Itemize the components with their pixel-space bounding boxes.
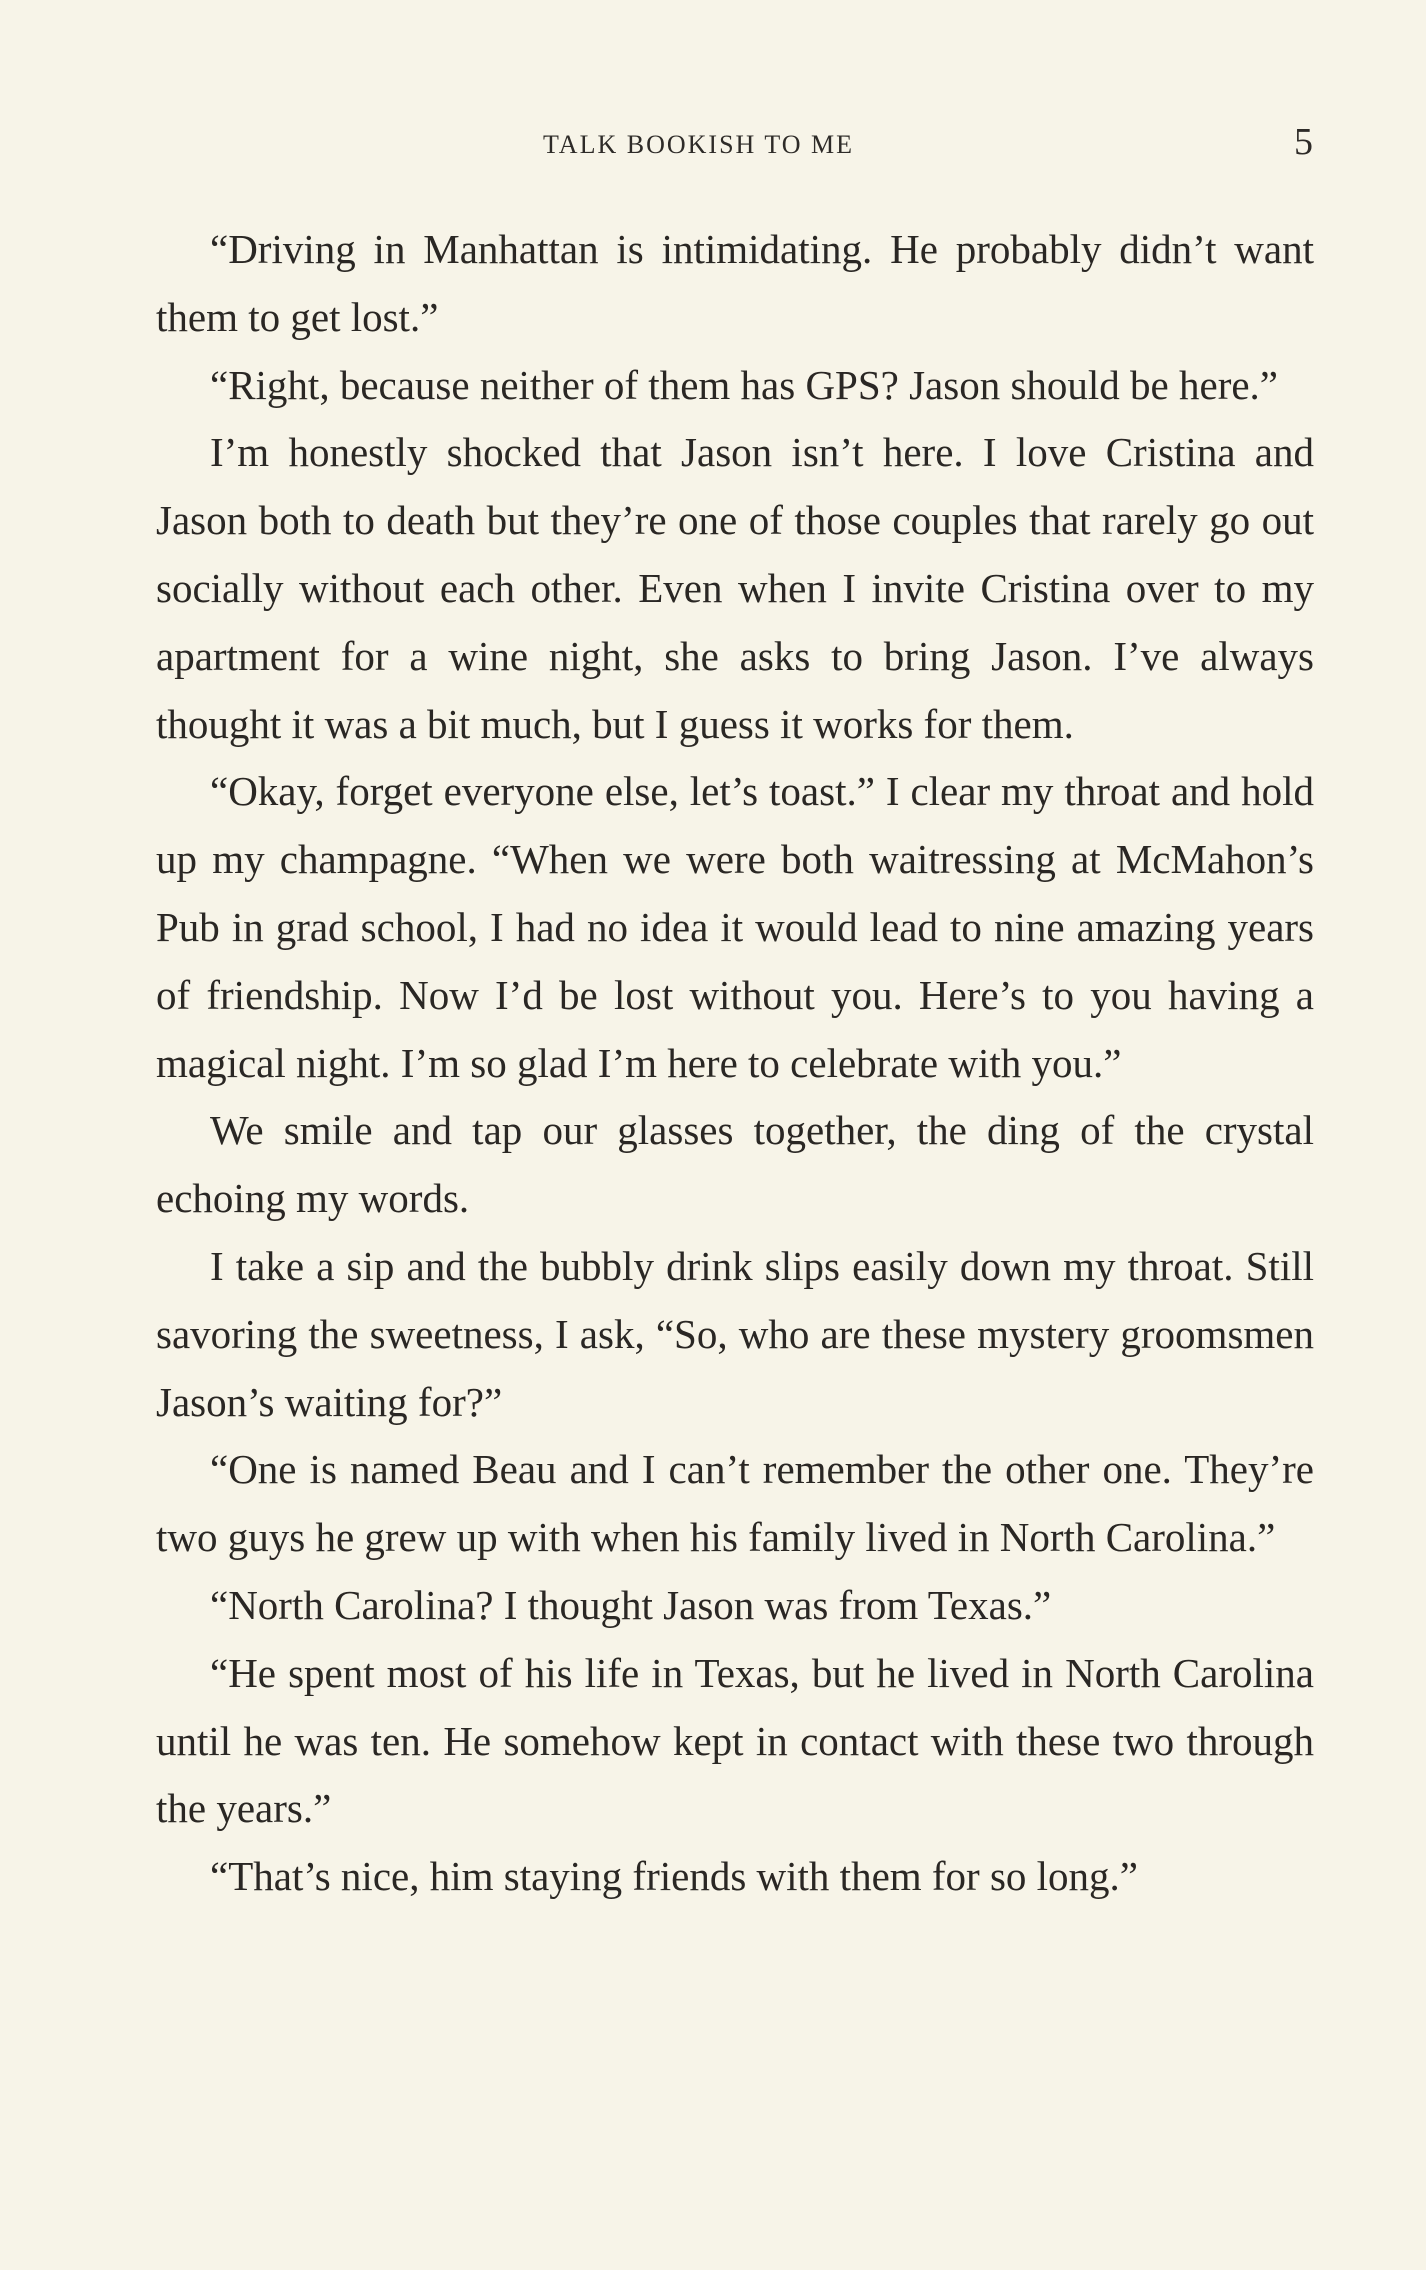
paragraph: “That’s nice, him staying friends with them for so long.” xyxy=(210,1853,1139,1900)
paragraph: I’m honestly shocked that Jason isn’t here. I love Cristina and Jason both to death but they’re one of those couples that rarely go out socially without each other. Even when I invite Cristina over to my apartment for a wine night, she asks to bring Jason. I’ve always thought it was a bit much, but I guess it works for them. xyxy=(156,429,1314,747)
paragraph: “One is named Beau and I can’t remember the other one. They’re two guys he grew up with when his family lived in North Carolina.” xyxy=(156,1446,1314,1561)
paragraph: “Okay, forget everyone else, let’s toast.” I clear my throat and hold up my champagne. “When we were both waitressing at McMahon’s Pub in grad school, I had no idea it would lead to nine amazing years of friendship. Now I’d be lost without you. Here’s to you having a magical night. I’m so glad I’m here to celebrate with you.” xyxy=(156,768,1314,1086)
paragraph: “North Carolina? I thought Jason was from Texas.” xyxy=(210,1581,1052,1628)
paragraph: “Right, because neither of them has GPS? Jason should be here.” xyxy=(210,361,1279,408)
page-number: 5 xyxy=(1294,121,1313,163)
body-text xyxy=(156,216,1314,1911)
running-head: TALK BOOKISH TO ME xyxy=(543,130,855,159)
paragraph: We smile and tap our glasses together, the ding of the crystal echoing my words. xyxy=(156,1107,1314,1222)
paragraph: “He spent most of his life in Texas, but he lived in North Carolina until he was ten. He somehow kept in contact with these two through the years.” xyxy=(156,1649,1314,1832)
page-header xyxy=(0,120,1426,180)
paragraph: “Driving in Manhattan is intimidating. He probably didn’t want them to get lost.” xyxy=(156,226,1314,340)
paragraph: I take a sip and the bubbly drink slips easily down my throat. Still savoring the sweetness, I ask, “So, who are these mystery groomsmen Jason’s waiting for?” xyxy=(156,1242,1314,1425)
